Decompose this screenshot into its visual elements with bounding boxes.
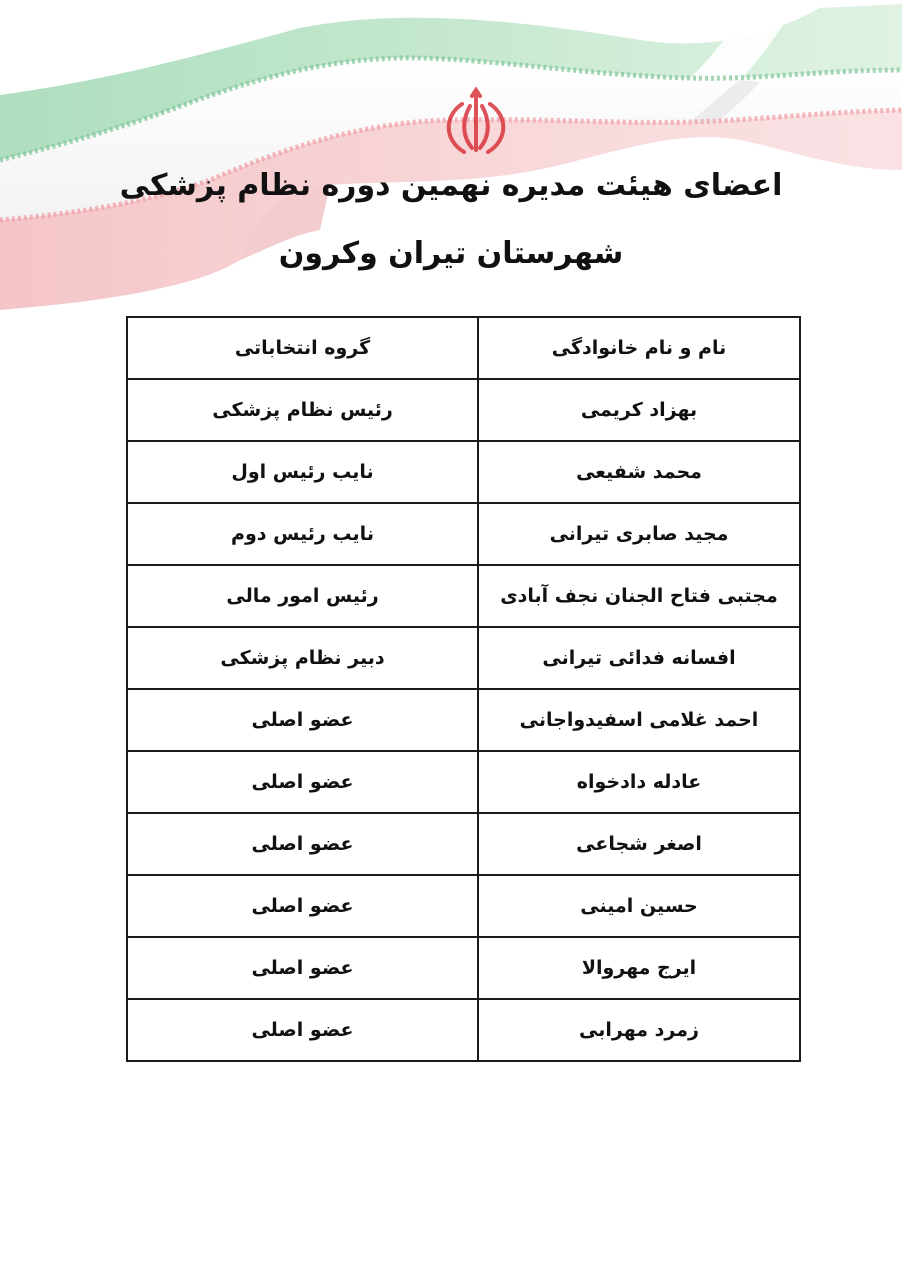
members-table bbox=[126, 316, 801, 1062]
member-role: نایب رئیس اول bbox=[127, 441, 478, 503]
member-name: بهزاد کریمی bbox=[478, 379, 800, 441]
member-name: احمد غلامی اسفیدواجانی bbox=[478, 689, 800, 751]
member-name: افسانه فدائی تیرانی bbox=[478, 627, 800, 689]
table-row bbox=[127, 379, 800, 441]
member-name: حسین امینی bbox=[478, 875, 800, 937]
table-row bbox=[127, 565, 800, 627]
member-name: ایرج مهروالا bbox=[478, 937, 800, 999]
header-name: نام و نام خانوادگی bbox=[478, 317, 800, 379]
member-name: اصغر شجاعی bbox=[478, 813, 800, 875]
page-subtitle: شهرستان تیران وکرون bbox=[278, 236, 624, 271]
header-role: گروه انتخاباتی bbox=[127, 317, 478, 379]
member-name: مجتبی فتاح الجنان نجف آبادی bbox=[478, 565, 800, 627]
member-role: نایب رئیس دوم bbox=[127, 503, 478, 565]
table-row bbox=[127, 627, 800, 689]
table-row bbox=[127, 875, 800, 937]
member-role: عضو اصلی bbox=[127, 875, 478, 937]
table-row bbox=[127, 503, 800, 565]
member-role: دبیر نظام پزشکی bbox=[127, 627, 478, 689]
page-title: اعضای هیئت مدیره نهمین دوره نظام پزشکی bbox=[119, 168, 783, 203]
member-name: عادله دادخواه bbox=[478, 751, 800, 813]
member-name: محمد شفیعی bbox=[478, 441, 800, 503]
table-row bbox=[127, 689, 800, 751]
member-name: مجید صابری تیرانی bbox=[478, 503, 800, 565]
member-role: رئیس نظام پزشکی bbox=[127, 379, 478, 441]
member-role: عضو اصلی bbox=[127, 689, 478, 751]
table-row bbox=[127, 751, 800, 813]
table-row bbox=[127, 999, 800, 1061]
table-header-row bbox=[127, 317, 800, 379]
member-role: عضو اصلی bbox=[127, 751, 478, 813]
table-row bbox=[127, 441, 800, 503]
member-role: رئیس امور مالی bbox=[127, 565, 478, 627]
member-name: زمرد مهرابی bbox=[478, 999, 800, 1061]
table-row bbox=[127, 937, 800, 999]
table-row bbox=[127, 813, 800, 875]
member-role: عضو اصلی bbox=[127, 813, 478, 875]
member-role: عضو اصلی bbox=[127, 937, 478, 999]
member-role: عضو اصلی bbox=[127, 999, 478, 1061]
